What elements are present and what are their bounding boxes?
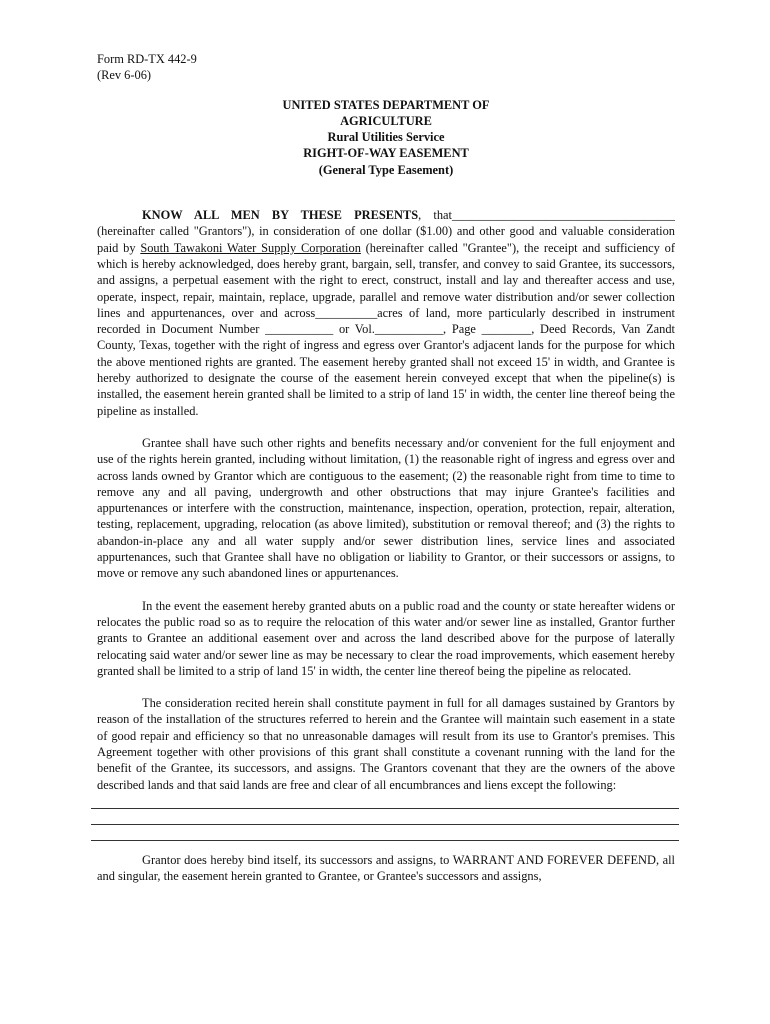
grant-text-a: , that____________________________________ (hereinafter called "Grantors"), in consideration of one dollar ($1.00) and other good and valuable consideration paid by [97, 208, 675, 255]
paragraph-consideration: The consideration recited herein shall constitute payment in full for all damages sustained by Grantors by reason of the installation of the structures referred to herein and the Grantee will maintain such easement in a state of good repair and efficiency so that no unreasonable damages will result from its use to Grantor's premises. This Agreement together with other provisions of this grant shall constitute a covenant running with the land for the benefit of the Grantee, its successors, and assigns. The Grantors covenant that they are the owners of the above described lands and that said lands are free and clear of all encumbrances and liens except the following: [97, 696, 675, 792]
form-revision: (Rev 6-06) [97, 68, 152, 83]
agency-line-2: AGRICULTURE [340, 113, 432, 128]
exception-line-3[interactable] [91, 828, 679, 841]
exception-line-1[interactable] [91, 796, 679, 809]
document-subtitle: (General Type Easement) [318, 162, 454, 177]
grant-text-b: (hereinafter called "Grantee"), the receipt and sufficiency of which is hereby acknowledged, does hereby grant, bargain, sell, transfer, and convey to said Grantee, its successors, and assigns, a perpetual easement with the right to erect, construct, install and lay and thereafter access and use, operate, inspect, repair, maintain, replace, upgrade, parallel and remove water distribution and/or sewer collection lines and appurtenances, over and across__________acres of land, more particularly described in instrument recorded in Document Number ___________ or Vol.___________, Page ________, Deed Records, Van Zandt County, Texas, together with the right of ingress and egress over Grantor's adjacent lands for the purpose for which the above mentioned rights are granted. The easement hereby granted shall not exceed 15' in width, and Grantee is hereby authorized to designate the course of the easement herein conveyed except that when the pipeline(s) is installed, the easement herein granted shall be limited to a strip of land 15' in width, the center line thereof being the pipeline as installed. [97, 240, 675, 418]
document-page [97, 51, 675, 884]
agency-heading [97, 97, 675, 178]
paragraph-warranty: Grantor does hereby bind itself, its successors and assigns, to WARRANT AND FOREVER DEFEND, all and singular, the easement herein granted to Grantee, or Grantee's successors and assigns, [97, 852, 675, 884]
exceptions-blank-lines [97, 796, 675, 841]
paragraph-grant [97, 207, 675, 419]
grantee-name: South Tawakoni Water Supply Corporation [140, 240, 361, 255]
agency-line-3: Rural Utilities Service [327, 130, 445, 145]
lead-phrase: KNOW ALL MEN BY THESE PRESENTS [142, 208, 419, 223]
agency-line-1: UNITED STATES DEPARTMENT OF [282, 97, 490, 112]
paragraph-relocation: In the event the easement hereby granted abuts on a public road and the county or state hereafter widens or relocates the public road so as to require the relocation of this water and/or sewer line as installed, Grantor further grants to Grantee an additional easement over and across the land described above for the purpose of laterally relocating said water and/or sewer line as may be necessary to clear the road improvements, which easement hereby granted shall be limited to a strip of land 15' in width, the center line thereof being the pipeline as relocated. [97, 598, 675, 678]
exception-line-2[interactable] [91, 812, 679, 825]
document-title: RIGHT-OF-WAY EASEMENT [303, 146, 469, 161]
form-number: Form RD-TX 442-9 [97, 52, 197, 66]
paragraph-rights: Grantee shall have such other rights and benefits necessary and/or convenient for the full enjoyment and use of the rights herein granted, including without limitation, (1) the reasonable right of ingress and egress over and across lands owned by Grantor which are contiguous to the easement; (2) the reasonable right from time to time to remove any and all paving, undergrowth and other obstructions that may injure Grantee's facilities and appurtenances or interfere with the construction, maintenance, inspection, operation, protection, repair, alteration, testing, replacement, upgrading, relocation (as above limited), substitution or removal thereof; and (3) the rights to abandon-in-place any and all water supply and/or sewer distribution lines, service lines and associated appurtenances, such that Grantee shall have no obligation or liability to Grantor, or their successors or assigns, to move or remove any such abandoned lines or appurtenances. [97, 435, 675, 581]
